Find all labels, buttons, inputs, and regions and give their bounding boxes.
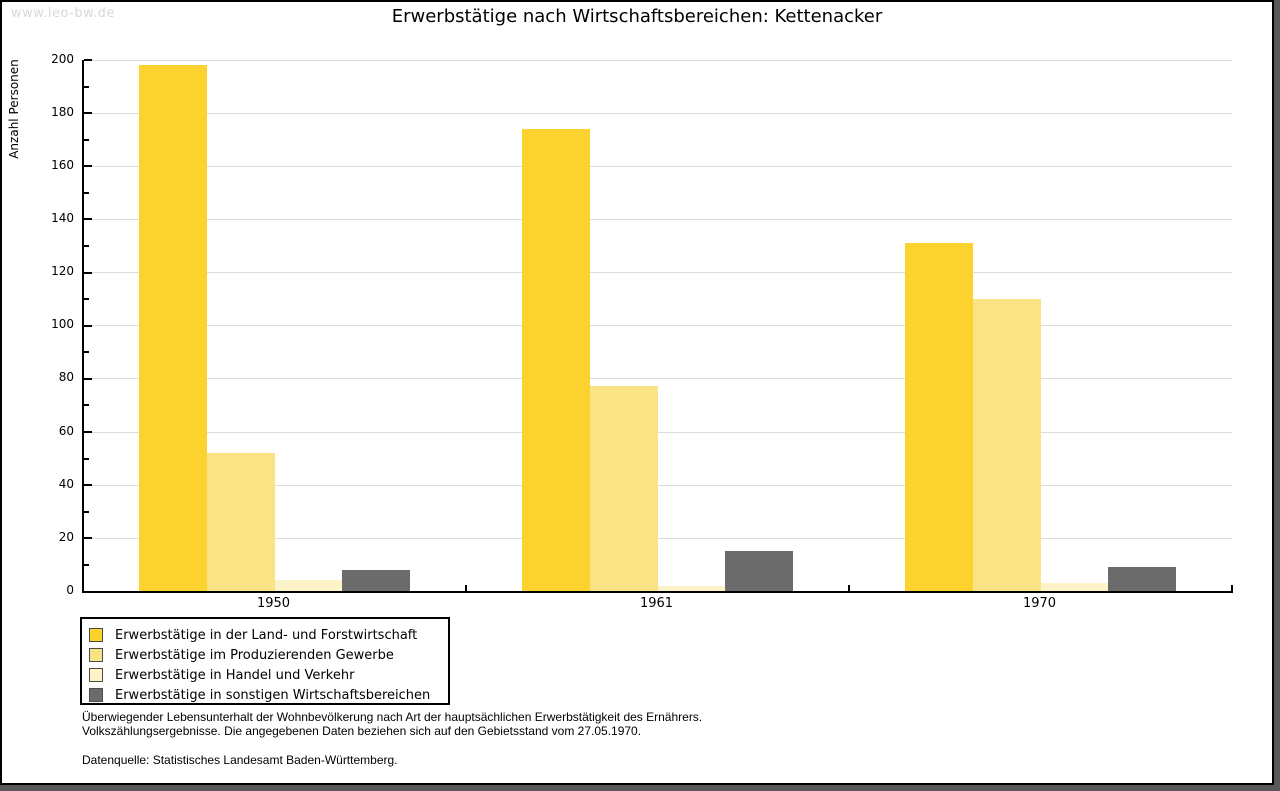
legend-row-2 xyxy=(89,645,448,665)
y-minor-tick xyxy=(84,511,89,513)
y-minor-tick xyxy=(84,192,89,194)
bar-1950-series-4 xyxy=(342,570,410,591)
watermark-leo-bw: www.leo-bw.de xyxy=(11,6,115,21)
y-gridline xyxy=(91,272,1232,273)
y-gridline xyxy=(91,378,1232,379)
legend-row-1 xyxy=(89,625,448,645)
legend-box xyxy=(80,617,450,705)
y-tick-label: 40 xyxy=(58,476,74,491)
x-category-label: 1970 xyxy=(1022,596,1057,611)
y-minor-tick xyxy=(84,564,89,566)
footnote-text xyxy=(82,710,702,738)
y-minor-tick xyxy=(84,298,89,300)
y-tick-label: 140 xyxy=(51,210,74,225)
y-tick-label: 100 xyxy=(51,317,74,332)
x-tick xyxy=(848,585,850,591)
y-tick-label: 200 xyxy=(51,51,74,66)
y-gridline xyxy=(91,60,1232,61)
legend-row-4 xyxy=(89,685,448,705)
x-category-label: 1950 xyxy=(256,596,291,611)
legend-label: Erwerbstätige in Handel und Verkehr xyxy=(115,667,355,683)
bar-1961-series-2 xyxy=(590,386,658,591)
y-gridline xyxy=(91,113,1232,114)
y-tick-label: 20 xyxy=(58,529,74,544)
legend-label: Erwerbstätige im Produzierenden Gewerbe xyxy=(115,647,394,663)
y-axis-line xyxy=(82,60,84,594)
y-gridline xyxy=(91,325,1232,326)
legend-swatch-icon xyxy=(89,688,103,702)
y-minor-tick xyxy=(84,245,89,247)
y-tick-label: 0 xyxy=(66,583,74,597)
y-minor-tick xyxy=(84,458,89,460)
y-minor-tick xyxy=(84,139,89,141)
y-tick-label: 80 xyxy=(58,370,74,385)
y-major-tick xyxy=(84,325,92,327)
y-major-tick xyxy=(84,431,92,433)
bar-1961-series-4 xyxy=(725,551,793,591)
legend-swatch-icon xyxy=(89,628,103,642)
y-minor-tick xyxy=(84,404,89,406)
y-tick-label: 60 xyxy=(58,423,74,438)
bar-1970-series-2 xyxy=(973,299,1041,591)
y-gridline xyxy=(91,166,1232,167)
x-category-label: 1961 xyxy=(639,596,674,611)
x-tick xyxy=(82,585,84,591)
y-axis-label: Anzahl Personen xyxy=(7,59,21,159)
y-major-tick xyxy=(84,484,92,486)
bar-1950-series-1 xyxy=(139,65,207,591)
legend-label: Erwerbstätige in der Land- und Forstwirtschaft xyxy=(115,627,418,643)
bar-1950-series-2 xyxy=(207,453,275,591)
y-tick-label: 180 xyxy=(51,104,74,119)
legend-swatch-icon xyxy=(89,668,103,682)
bar-1950-series-3 xyxy=(275,580,343,591)
legend-swatch-icon xyxy=(89,648,103,662)
legend-row-3 xyxy=(89,665,448,685)
footnote-line-1: Überwiegender Lebensunterhalt der Wohnbevölkerung nach Art der hauptsächlichen Erwerbstätigkeit des Ernährers. xyxy=(82,710,703,724)
y-major-tick xyxy=(84,165,92,167)
y-tick-label: 120 xyxy=(51,264,74,279)
x-axis-line xyxy=(82,591,1233,593)
bar-1970-series-1 xyxy=(905,243,973,591)
chart-title: Erwerbstätige nach Wirtschaftsbereichen: Kettenacker xyxy=(391,6,883,27)
bar-1961-series-3 xyxy=(658,586,726,591)
y-minor-tick xyxy=(84,351,89,353)
y-major-tick xyxy=(84,272,92,274)
y-gridline xyxy=(91,219,1232,220)
bar-1970-series-3 xyxy=(1041,583,1109,591)
legend-label: Erwerbstätige in sonstigen Wirtschaftsbereichen xyxy=(115,687,431,703)
y-major-tick xyxy=(84,59,92,61)
y-major-tick xyxy=(84,218,92,220)
y-gridline xyxy=(91,432,1232,433)
data-source-text: Datenquelle: Statistisches Landesamt Baden-Württemberg. xyxy=(82,753,398,767)
y-tick-label: 160 xyxy=(51,157,74,172)
bar-1970-series-4 xyxy=(1108,567,1176,591)
footnote-line-2: Volkszählungsergebnisse. Die angegebenen Daten beziehen sich auf den Gebietsstand vom 27.05.1970. xyxy=(82,724,642,738)
y-major-tick xyxy=(84,537,92,539)
x-tick xyxy=(465,585,467,591)
bar-1961-series-1 xyxy=(522,129,590,591)
y-major-tick xyxy=(84,112,92,114)
y-major-tick xyxy=(84,378,92,380)
x-tick xyxy=(1231,585,1233,591)
y-minor-tick xyxy=(84,86,89,88)
